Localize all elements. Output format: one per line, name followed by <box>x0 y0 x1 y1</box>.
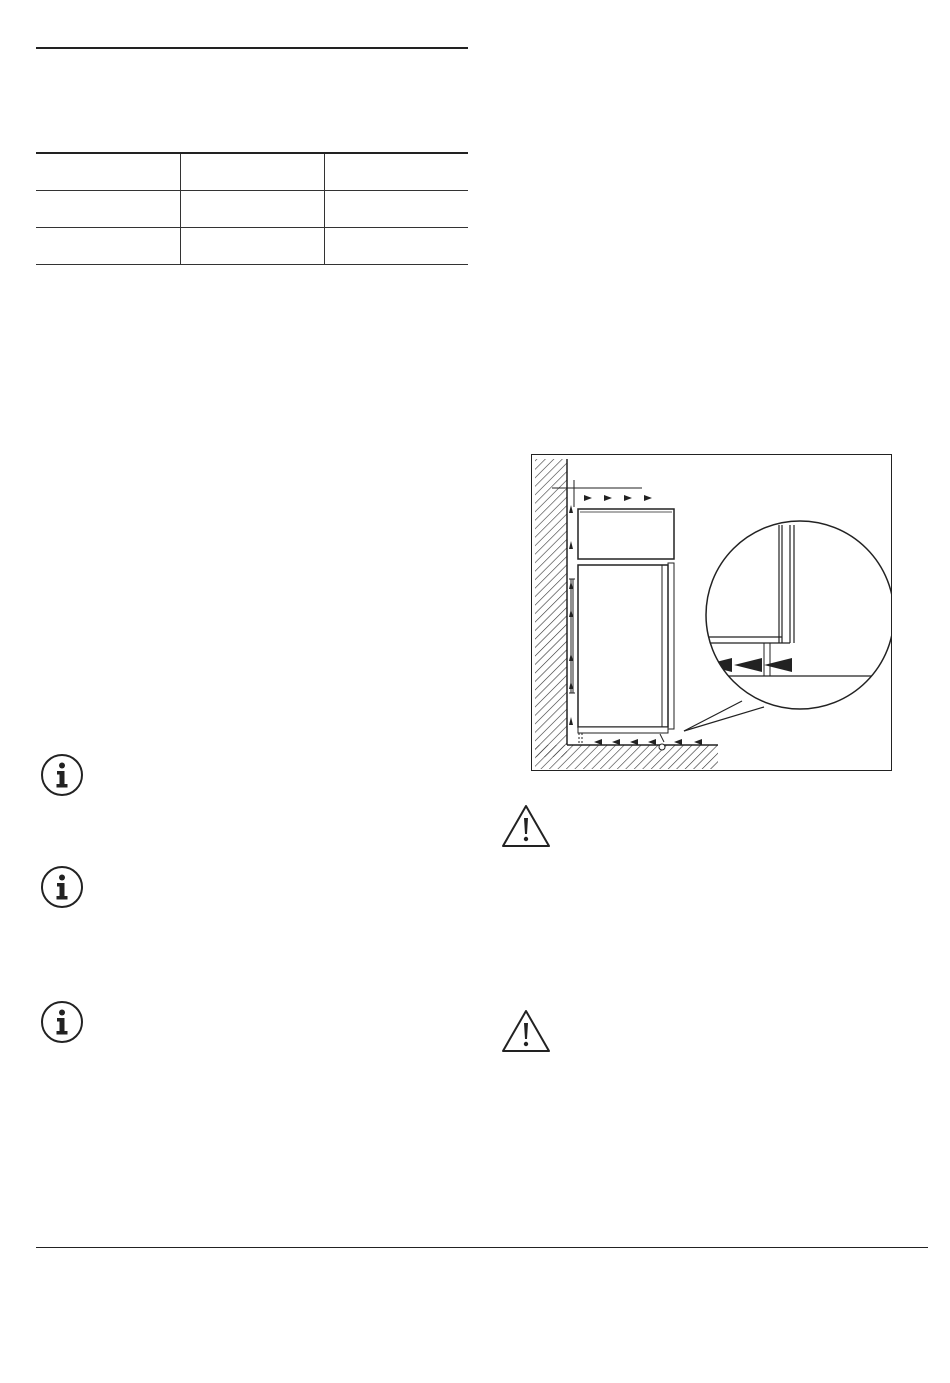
footer-rule <box>36 1247 928 1248</box>
info-icon <box>40 865 84 909</box>
table-cell <box>36 191 180 228</box>
spec-table <box>36 152 468 265</box>
table-cell <box>324 228 468 265</box>
section-top-rule <box>36 47 468 49</box>
table-cell <box>180 153 324 191</box>
appliance-body <box>578 565 668 727</box>
wall-hatch <box>535 459 567 757</box>
table-cell <box>324 153 468 191</box>
table-cell <box>36 153 180 191</box>
ventilation-diagram <box>531 454 892 771</box>
airflow-arrows-bottom <box>594 739 702 745</box>
warning-triangle-icon <box>500 803 552 849</box>
table-row <box>36 153 468 191</box>
plinth <box>578 727 668 733</box>
floor-hatch <box>535 745 718 769</box>
table-cell <box>36 228 180 265</box>
info-icon <box>40 1000 84 1044</box>
condenser <box>569 579 575 693</box>
detail-magnifier <box>682 521 891 731</box>
table-cell <box>180 191 324 228</box>
ventilation-diagram-drawing <box>532 455 891 770</box>
table-row <box>36 191 468 228</box>
upper-cabinet <box>578 509 674 559</box>
airflow-arrows-top <box>584 495 652 501</box>
table-cell <box>180 228 324 265</box>
info-icon <box>40 753 84 797</box>
table-cell <box>324 191 468 228</box>
warning-triangle-icon <box>500 1008 552 1054</box>
table-row <box>36 228 468 265</box>
